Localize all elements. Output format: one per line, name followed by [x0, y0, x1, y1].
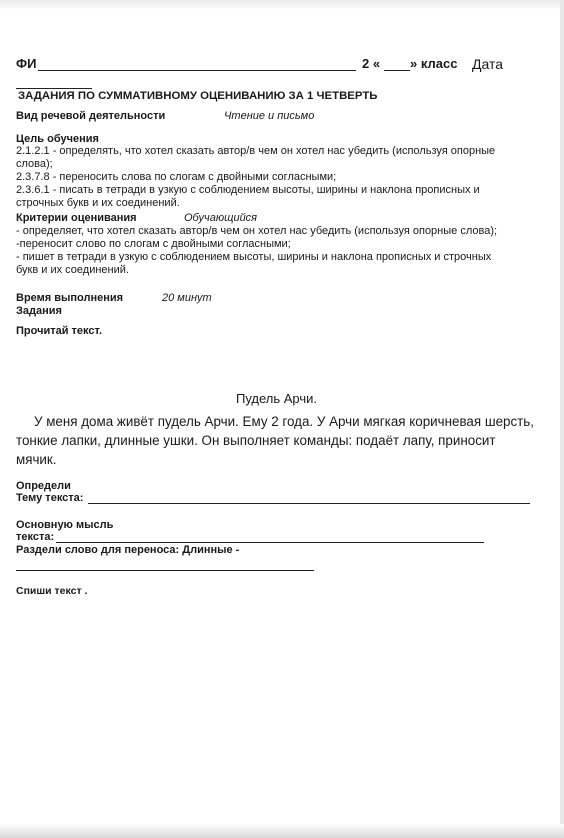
goals-label: Цель обучения [16, 133, 99, 145]
hyphenate-answer-line [16, 570, 314, 571]
activity-label: Вид речевой деятельности [16, 110, 166, 122]
criteria-label: Критерии оценивания [16, 212, 137, 224]
fi-underline [38, 70, 356, 71]
criteria-list [16, 225, 516, 277]
main-idea-label: Основную мысль [16, 519, 114, 531]
topic-answer-line [88, 503, 530, 504]
activity-value: Чтение и письмо [224, 110, 315, 122]
worksheet-title: ЗАДАНИЯ ПО СУММАТИВНОМУ ОЦЕНИВАНИЮ ЗА 1 ЧЕТВЕРТЬ [18, 90, 378, 102]
date-underline [16, 88, 92, 89]
goal-item: 2.3.6.1 - писать в тетради в узкую с соблюдением высоты, ширины и наклона прописных и строчных букв и их соединений. [16, 184, 480, 209]
grade-label: 2 « [362, 56, 381, 71]
grade-underline [384, 70, 410, 71]
story-title: Пудель Арчи. [236, 391, 318, 406]
criteria-value: Обучающийся [184, 212, 258, 224]
determine-label: Определи [16, 480, 71, 492]
fi-label: ФИ [16, 56, 37, 71]
story-body: У меня дома живёт пудель Арчи. Ему 2 года. У Арчи мягкая коричневая шерсть, тонкие лапки, длинные ушки. Он выполняет команды: подаёт лапу, приносит мячик. [16, 414, 535, 467]
criteria-item: -переносит слово по слогам с двойными согласными; [16, 238, 291, 250]
goals-list [16, 145, 516, 210]
criteria-item: - пишет в тетради в узкую с соблюдением высоты, ширины и наклона прописных и строчных букв и их соединений. [16, 251, 492, 276]
goal-item: 2.3.7.8 - переносить слова по слогам с двойными согласными; [16, 171, 337, 183]
hyphenate-label: Раздели слово для переноса: Длинные - [16, 544, 240, 556]
goal-item: 2.1.2.1 - определять, что хотел сказать автор/в чем он хотел нас убедить (используя опорные слова); [16, 145, 496, 170]
read-text-instruction: Прочитай текст. [16, 325, 103, 337]
topic-label: Тему текста: [16, 492, 84, 504]
tasks-label: Задания [16, 305, 62, 317]
time-label: Время выполнения [16, 292, 124, 304]
copy-text-label: Спиши текст . [16, 585, 88, 597]
page-right-edge [560, 0, 564, 838]
date-label: Дата [472, 56, 504, 72]
time-value: 20 минут [162, 292, 212, 304]
grade-suffix: » класс [410, 56, 458, 71]
criteria-item: - определяет, что хотел сказать автор/в чем он хотел нас убедить (используя опорные слова); [16, 225, 498, 237]
page-top-shadow [0, 0, 564, 10]
main-idea-label-2: текста: [16, 531, 55, 543]
main-idea-answer-line [56, 542, 484, 543]
page-bottom-shadow [0, 824, 564, 838]
